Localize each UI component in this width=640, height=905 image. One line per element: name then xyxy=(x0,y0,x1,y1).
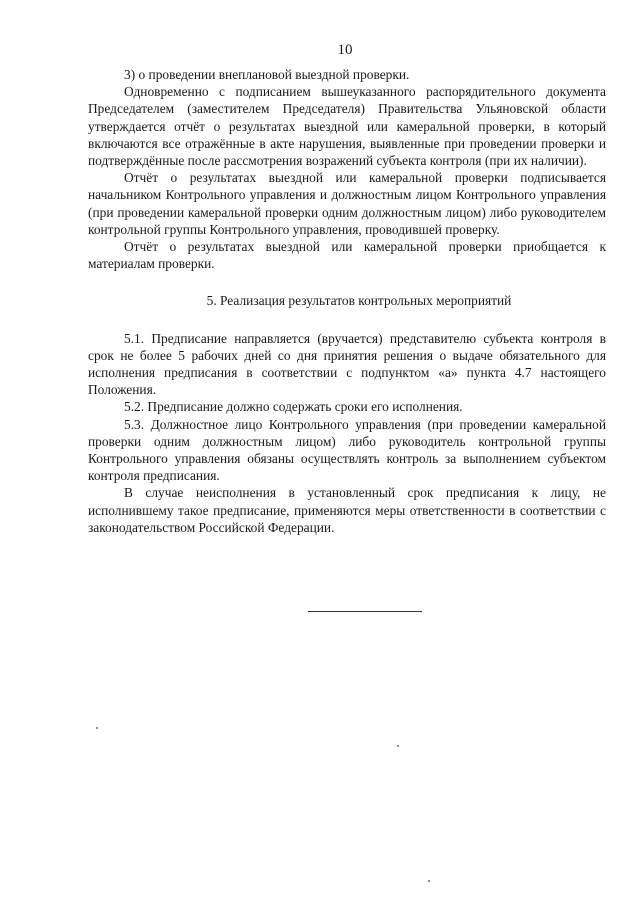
paragraph-report-approval: Одновременно с подписанием вышеуказанного распорядительного документа Председателем (заместителем Председателя) Правительства Ульяновской области утверждается отчёт о результатах выездной или камеральной проверки, в который включаются все отражённые в акте нарушения, выявленные при проведении проверки и подтверждённые после рассмотрения возражений субъекта контроля (при их наличии). xyxy=(88,84,606,169)
scan-speck xyxy=(428,880,430,882)
end-separator-line xyxy=(308,611,422,612)
document-body xyxy=(88,66,606,536)
paragraph-liability: В случае неисполнения в установленный срок предписания к лицу, не исполнившему такое предписание, применяются меры ответственности в соответствии с законодательством Российской Федерации. xyxy=(88,485,606,535)
scan-speck xyxy=(397,745,399,747)
paragraph-report-signing: Отчёт о результатах выездной или камеральной проверки подписывается начальником Контрольного управления и должностным лицом Контрольного управления (при проведении камеральной проверки одним должностным лицом) либо руководителем контрольной группы Контрольного управления, проводившей проверку. xyxy=(88,170,606,237)
paragraph-report-attachment: Отчёт о результатах выездной или камеральной проверки приобщается к материалам проверки. xyxy=(88,239,606,272)
section-heading: 5. Реализация результатов контрольных мероприятий xyxy=(206,293,512,309)
page-number: 10 xyxy=(337,42,353,58)
paragraph-5-3: 5.3. Должностное лицо Контрольного управления (при проведении камеральной проверки одним должностным лицом) либо руководитель контрольной группы Контрольного управления обязаны осуществлять контроль за выполнением субъектом контроля предписания. xyxy=(88,416,606,484)
paragraph-5-2: 5.2. Предписание должно содержать сроки его исполнения. xyxy=(124,399,463,415)
paragraph-5-1: 5.1. Предписание направляется (вручается) представителю субъекта контроля в срок не более 5 рабочих дней со дня принятия решения о выдаче обязательного для исполнения предписания в соответствии с подпунктом «а» пункта 4.7 настоящего Положения. xyxy=(88,330,606,398)
scan-speck xyxy=(96,727,98,729)
paragraph-item-3: 3) о проведении внеплановой выездной проверки. xyxy=(124,67,410,82)
